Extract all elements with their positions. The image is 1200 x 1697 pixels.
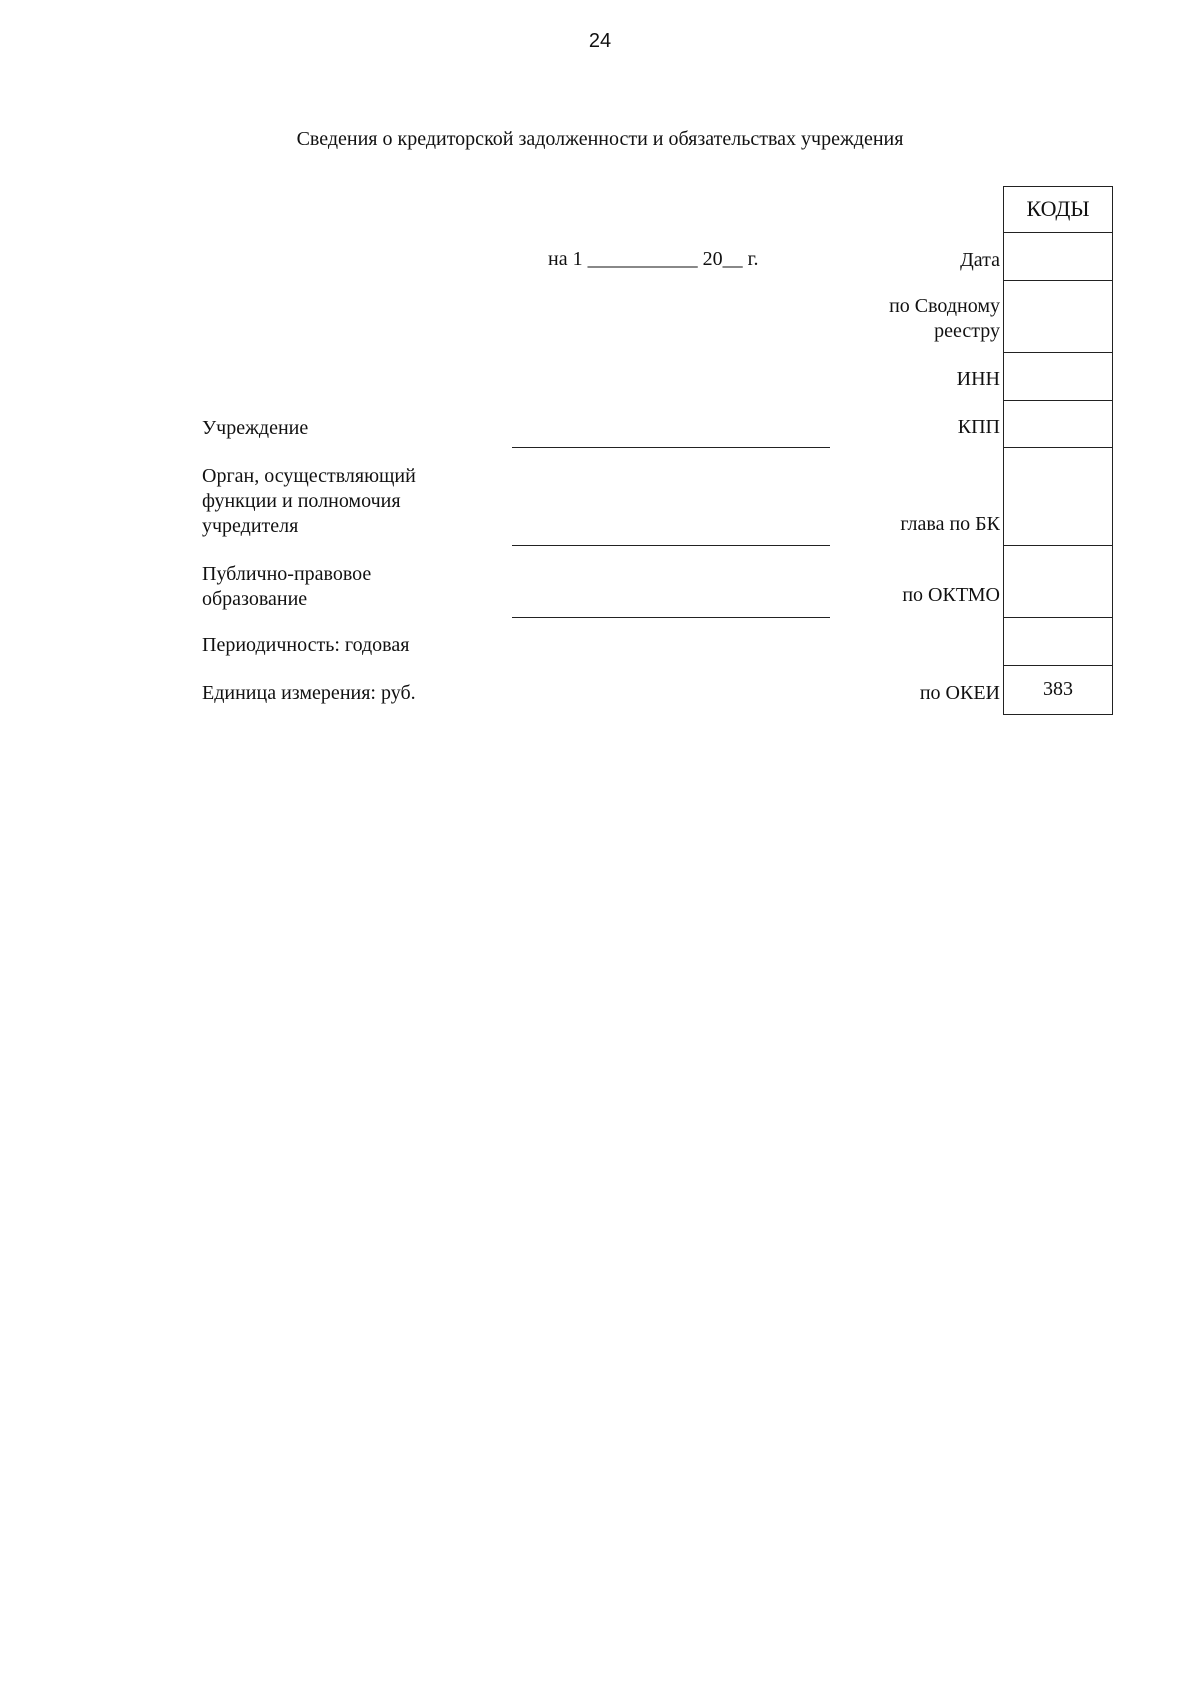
public-entity-fill-line [512, 617, 830, 618]
institution-fill-line [512, 447, 830, 448]
okei-code-label: по ОКЕИ [919, 682, 1000, 704]
document-title: Сведения о кредиторской задолженности и обязательствах учреждения [296, 128, 904, 150]
page-number: 24 [588, 30, 612, 52]
public-entity-label: Публично-правовое образование [202, 563, 372, 610]
glava-bk-code-label: глава по БК [900, 513, 1000, 535]
kpp-code-cell[interactable] [1003, 401, 1113, 448]
report-date-line: на 1 ___________ 20__ г. [548, 248, 759, 270]
periodicity-label: Периодичность: годовая [202, 634, 410, 656]
blank-code-cell[interactable] [1003, 618, 1113, 666]
okei-code-cell[interactable]: 383 [1003, 666, 1113, 715]
registry-code-cell[interactable] [1003, 281, 1113, 353]
kpp-code-label: КПП [957, 416, 1000, 438]
glava-bk-code-cell[interactable] [1003, 448, 1113, 546]
inn-code-label: ИНН [956, 368, 1000, 390]
inn-code-cell[interactable] [1003, 353, 1113, 401]
unit-label: Единица измерения: руб. [202, 682, 416, 704]
date-code-cell[interactable] [1003, 233, 1113, 281]
oktmo-code-cell[interactable] [1003, 546, 1113, 618]
founder-body-fill-line [512, 545, 830, 546]
date-code-label: Дата [960, 249, 1000, 271]
institution-label: Учреждение [202, 417, 309, 439]
registry-code-label: по Сводному реестру [889, 295, 1000, 342]
oktmo-code-label: по ОКТМО [902, 584, 1000, 606]
founder-body-label: Орган, осуществляющий функции и полномочия учредителя [202, 465, 416, 537]
codes-header: КОДЫ [1003, 186, 1113, 233]
